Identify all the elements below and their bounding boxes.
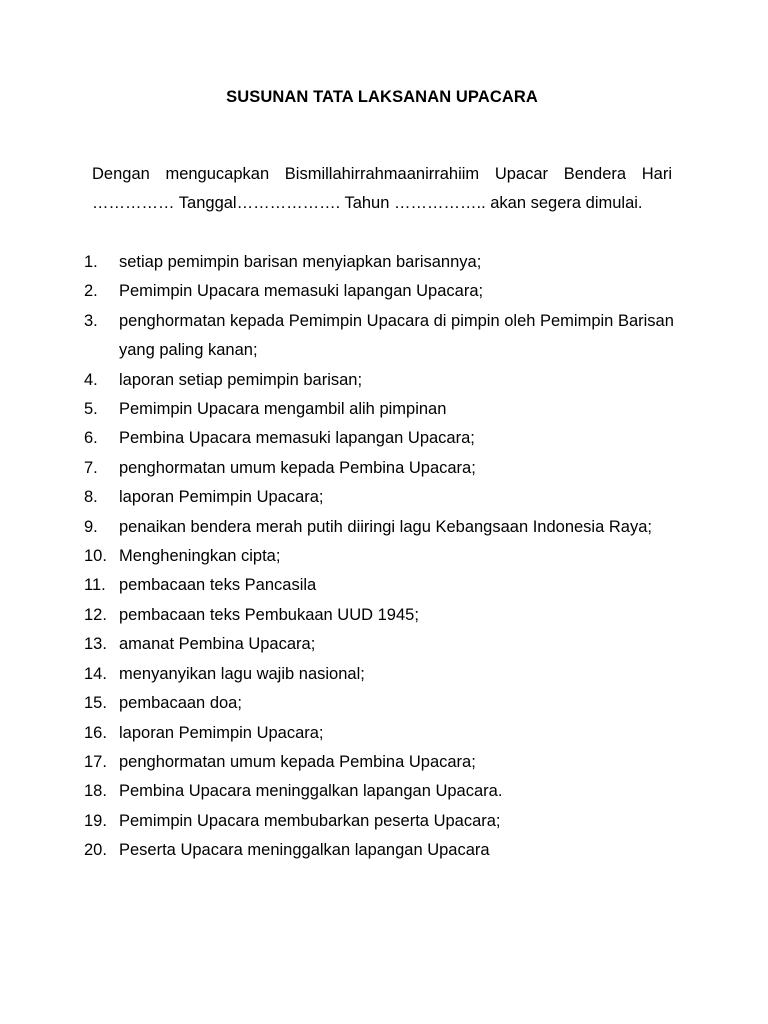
list-item-number: 17. xyxy=(84,752,107,771)
list-item-number: 6. xyxy=(84,429,98,448)
list-item-number: 4. xyxy=(84,370,98,389)
list-item-text: Mengheningkan cipta; xyxy=(119,547,281,566)
list-item-number: 3. xyxy=(84,311,98,330)
list-item xyxy=(84,483,674,512)
list-item-text: laporan setiap pemimpin barisan; xyxy=(119,370,363,389)
list-item-number: 14. xyxy=(84,664,107,683)
list-item xyxy=(84,748,674,777)
list-item xyxy=(84,601,674,630)
list-item-number: 18. xyxy=(84,782,107,801)
list-item-text: penghormatan kepada Pemimpin Upacara di pimpin oleh Pemimpin Barisan yang paling kanan; xyxy=(119,311,674,360)
list-item-number: 5. xyxy=(84,400,98,419)
list-item xyxy=(84,513,674,542)
list-item-text: pembacaan teks Pembukaan UUD 1945; xyxy=(119,605,419,624)
list-item-number: 13. xyxy=(84,635,107,654)
list-item xyxy=(84,777,674,806)
list-item-number: 16. xyxy=(84,723,107,742)
document-title: SUSUNAN TATA LAKSANAN UPACARA xyxy=(226,88,538,106)
list-item-text: Peserta Upacara meninggalkan lapangan Upacara xyxy=(119,841,490,860)
list-item-number: 15. xyxy=(84,694,107,713)
list-item-text: pembacaan doa; xyxy=(119,694,242,713)
list-item-number: 10. xyxy=(84,547,107,566)
list-item-text: penghormatan umum kepada Pembina Upacara; xyxy=(119,458,476,477)
list-item-number: 7. xyxy=(84,458,98,477)
list-item-number: 8. xyxy=(84,488,98,507)
list-item-text: Pembina Upacara meninggalkan lapangan Upacara. xyxy=(119,782,503,801)
list-item xyxy=(84,366,674,395)
list-item xyxy=(84,571,674,600)
list-item xyxy=(84,660,674,689)
list-item-number: 19. xyxy=(84,811,107,830)
list-item-number: 1. xyxy=(84,253,98,271)
list-item-text: Pembina Upacara memasuki lapangan Upacara; xyxy=(119,429,475,448)
list-item xyxy=(84,630,674,659)
list-item xyxy=(84,807,674,836)
list-item xyxy=(84,689,674,718)
list-item xyxy=(84,248,674,277)
list-item xyxy=(84,836,674,865)
list-item-number: 2. xyxy=(84,282,98,301)
list-item xyxy=(84,307,674,366)
list-item-text: laporan Pemimpin Upacara; xyxy=(119,488,324,507)
list-item-text: laporan Pemimpin Upacara; xyxy=(119,723,324,742)
ceremony-steps-list xyxy=(84,248,674,866)
list-item-text: Pemimpin Upacara mengambil alih pimpinan xyxy=(119,400,447,419)
intro-paragraph: Dengan mengucapkan Bismillahirrahmaanirrahiim Upacar Bendera Hari …………… Tanggal………………. Tahun …………….. akan segera dimulai. xyxy=(92,165,672,213)
list-item-number: 20. xyxy=(84,841,107,860)
list-item xyxy=(84,542,674,571)
list-item-text: setiap pemimpin barisan menyiapkan barisannya; xyxy=(119,253,482,271)
list-item-text: menyanyikan lagu wajib nasional; xyxy=(119,664,365,683)
list-item-number: 9. xyxy=(84,517,98,536)
list-item-number: 12. xyxy=(84,605,107,624)
list-item-text: penghormatan umum kepada Pembina Upacara; xyxy=(119,752,476,771)
list-item-text: pembacaan teks Pancasila xyxy=(119,576,317,595)
list-item xyxy=(84,454,674,483)
list-item-text: amanat Pembina Upacara; xyxy=(119,635,316,654)
list-item xyxy=(84,424,674,453)
list-item-number: 11. xyxy=(84,576,106,595)
list-item-text: Pemimpin Upacara memasuki lapangan Upacara; xyxy=(119,282,484,301)
list-item xyxy=(84,395,674,424)
list-item xyxy=(84,277,674,306)
list-item xyxy=(84,719,674,748)
list-item-text: penaikan bendera merah putih diiringi lagu Kebangsaan Indonesia Raya; xyxy=(119,517,652,536)
list-item-text: Pemimpin Upacara membubarkan peserta Upacara; xyxy=(119,811,501,830)
